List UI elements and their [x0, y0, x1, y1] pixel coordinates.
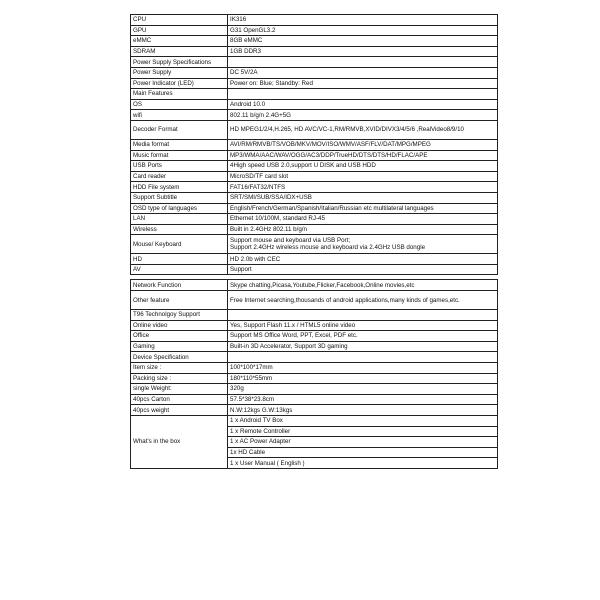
spec-value: 8GB eMMC	[228, 36, 498, 47]
spec-value-line: Support 2.4GHz wireless mouse and keyboard via 2.4GHz USB dongle	[230, 244, 426, 252]
box-item-row	[131, 416, 498, 427]
spec-row-os	[131, 99, 498, 110]
spec-label: Decoder Format	[131, 120, 228, 139]
spec-label: Online video	[131, 320, 228, 331]
spec-value: DC 5V/2A	[228, 67, 498, 78]
spec-value: 320g	[228, 384, 498, 395]
spec-row-sdram	[131, 46, 498, 57]
spec-row-usb-ports	[131, 161, 498, 172]
spec-row-av	[131, 264, 498, 275]
spec-row-support-subtitle	[131, 192, 498, 203]
spec-label: GPU	[131, 25, 228, 36]
spec-value: Free Internet searching,thousands of android applications,many kinds of games,etc.	[228, 291, 498, 310]
spec-row-single-weight	[131, 384, 498, 395]
spec-row-music-format	[131, 150, 498, 161]
spec-label: Support Subtitle	[131, 192, 228, 203]
spec-label: OS	[131, 99, 228, 110]
spec-label: Other feature	[131, 291, 228, 310]
box-label: What's in the box	[131, 416, 228, 469]
spec-value: G31 OpenGL3.2	[228, 25, 498, 36]
spec-row-osd-type-of-languages	[131, 203, 498, 214]
spec-label: Item size :	[131, 363, 228, 374]
spec-value	[228, 310, 498, 321]
spec-row-card-reader	[131, 171, 498, 182]
spec-sheet	[130, 14, 498, 469]
spec-label: Music format	[131, 150, 228, 161]
spec-row-gpu	[131, 25, 498, 36]
spec-row-packing-size	[131, 373, 498, 384]
spec-value: HD MPEG1/2/4,H.265, HD AVC/VC-1,RM/RMVB,XVID/DIVX3/4/5/6 ,RealVideo8/9/10	[228, 120, 498, 139]
box-item: 1x HD Cable	[228, 447, 498, 458]
spec-row-cpu	[131, 15, 498, 26]
spec-value: Built-in 3D Accelerator, Support 3D gaming	[228, 341, 498, 352]
spec-row-power-indicator-led	[131, 78, 498, 89]
spec-row-item-size	[131, 363, 498, 374]
spec-value: Yes, Support Flash 11.x / HTML5 online video	[228, 320, 498, 331]
spec-value: 4High speed USB 2.0,support U DISK and USB HDD	[228, 161, 498, 172]
spec-row-mouse-keyboard	[131, 235, 498, 254]
spec-value: 57.5*38*23.8cm	[228, 394, 498, 405]
spec-label: Office	[131, 331, 228, 342]
spec-row-gaming	[131, 341, 498, 352]
spec-row-hd	[131, 254, 498, 265]
spec-label: Power Supply Specifications	[131, 57, 228, 68]
spec-label: wifi	[131, 110, 228, 121]
spec-value: N.W:12kgs G.W:13kgs	[228, 405, 498, 416]
spec-table	[130, 14, 498, 469]
spec-row-office	[131, 331, 498, 342]
spec-label: T96 Technolgoy Support	[131, 310, 228, 321]
spec-value	[228, 89, 498, 100]
spec-value: Built in 2.4GHz 802.11 b/g/n	[228, 224, 498, 235]
spec-row-network-function	[131, 280, 498, 291]
spec-row-t96-technolgoy-support	[131, 310, 498, 321]
spec-value	[228, 57, 498, 68]
spec-row-online-video	[131, 320, 498, 331]
spec-value: FAT16/FAT32/NTFS	[228, 182, 498, 193]
spec-row-wifi	[131, 110, 498, 121]
spec-value: English/French/German/Spanish/Italian/Russian etc multilateral languages	[228, 203, 498, 214]
spec-row-lan	[131, 214, 498, 225]
spec-label: single Weight:	[131, 384, 228, 395]
spec-value: Android 10.0	[228, 99, 498, 110]
spec-value: Support MS Office Word, PPT, Excel, PDF etc.	[228, 331, 498, 342]
spec-value: Ethernet 10/100M, standard RJ-45	[228, 214, 498, 225]
spec-row-other-feature	[131, 291, 498, 310]
spec-value: Skype chatting,Picasa,Youtube,Flicker,Facebook,Online movies,etc	[228, 280, 498, 291]
spec-value: MicroSD/TF card slot	[228, 171, 498, 182]
spec-label: eMMC	[131, 36, 228, 47]
spec-row-emmc	[131, 36, 498, 47]
spec-label: CPU	[131, 15, 228, 26]
spec-row-power-supply	[131, 67, 498, 78]
spec-value: Support	[228, 264, 498, 275]
spec-label: LAN	[131, 214, 228, 225]
spec-row-hdd-file-system	[131, 182, 498, 193]
spec-value: AVI/RM/RMVB/TS/VOB/MKV/MOV/ISO/WMV/ASF/FLV/DAT/MPG/MPEG	[228, 139, 498, 150]
spec-label: Wireless	[131, 224, 228, 235]
spec-value: IK316	[228, 15, 498, 26]
spec-value: Power on: Blue; Standby: Red	[228, 78, 498, 89]
spec-value	[228, 352, 498, 363]
spec-row-40pcs-weight	[131, 405, 498, 416]
spec-row-power-supply-specifications	[131, 57, 498, 68]
spec-row-main-features	[131, 89, 498, 100]
spec-label: Network Function	[131, 280, 228, 291]
box-item: 1 x Android TV Box	[228, 416, 498, 427]
spec-label: Power Supply	[131, 67, 228, 78]
spec-label: HD	[131, 254, 228, 265]
spec-label: 40pcs Carton	[131, 394, 228, 405]
spec-label: Card reader	[131, 171, 228, 182]
spec-value: 180*110*55mm	[228, 373, 498, 384]
spec-label: 40pcs weight	[131, 405, 228, 416]
spec-row-decoder-format	[131, 120, 498, 139]
box-item: 1 x Remote Controller	[228, 426, 498, 437]
spec-label: Packing size :	[131, 373, 228, 384]
spec-label: Gaming	[131, 341, 228, 352]
spec-label: Media format	[131, 139, 228, 150]
spec-label: Mouse/ Keyboard	[131, 235, 228, 254]
spec-label: Power Indicator (LED)	[131, 78, 228, 89]
spec-value	[228, 235, 498, 254]
spec-label: OSD type of languages	[131, 203, 228, 214]
spec-row-media-format	[131, 139, 498, 150]
spec-value-line: Support mouse and keyboard via USB Port;	[230, 237, 351, 245]
spec-value: 100*100*17mm	[228, 363, 498, 374]
spec-label: Device Specification	[131, 352, 228, 363]
spec-label: Main Features	[131, 89, 228, 100]
spec-value: 1GB DDR3	[228, 46, 498, 57]
box-item: 1 x User Manual ( English )	[228, 458, 498, 469]
spec-label: USB Ports	[131, 161, 228, 172]
spec-value: 802.11 b/g/n 2.4G+5G	[228, 110, 498, 121]
spec-row-40pcs-carton	[131, 394, 498, 405]
spec-value: SRT/SMI/SUB/SSA/IDX+USB	[228, 192, 498, 203]
spec-label: SDRAM	[131, 46, 228, 57]
spec-label: AV	[131, 264, 228, 275]
spec-value: HD 2.0b with CEC	[228, 254, 498, 265]
spec-row-device-specification	[131, 352, 498, 363]
spec-label: HDD File system	[131, 182, 228, 193]
spec-value: MP3/WMA/AAC/WAV/OGG/AC3/DDP/TrueHD/DTS/DTS/HD/FLAC/APE	[228, 150, 498, 161]
spec-row-wireless	[131, 224, 498, 235]
box-item: 1 x AC Power Adapter	[228, 437, 498, 448]
